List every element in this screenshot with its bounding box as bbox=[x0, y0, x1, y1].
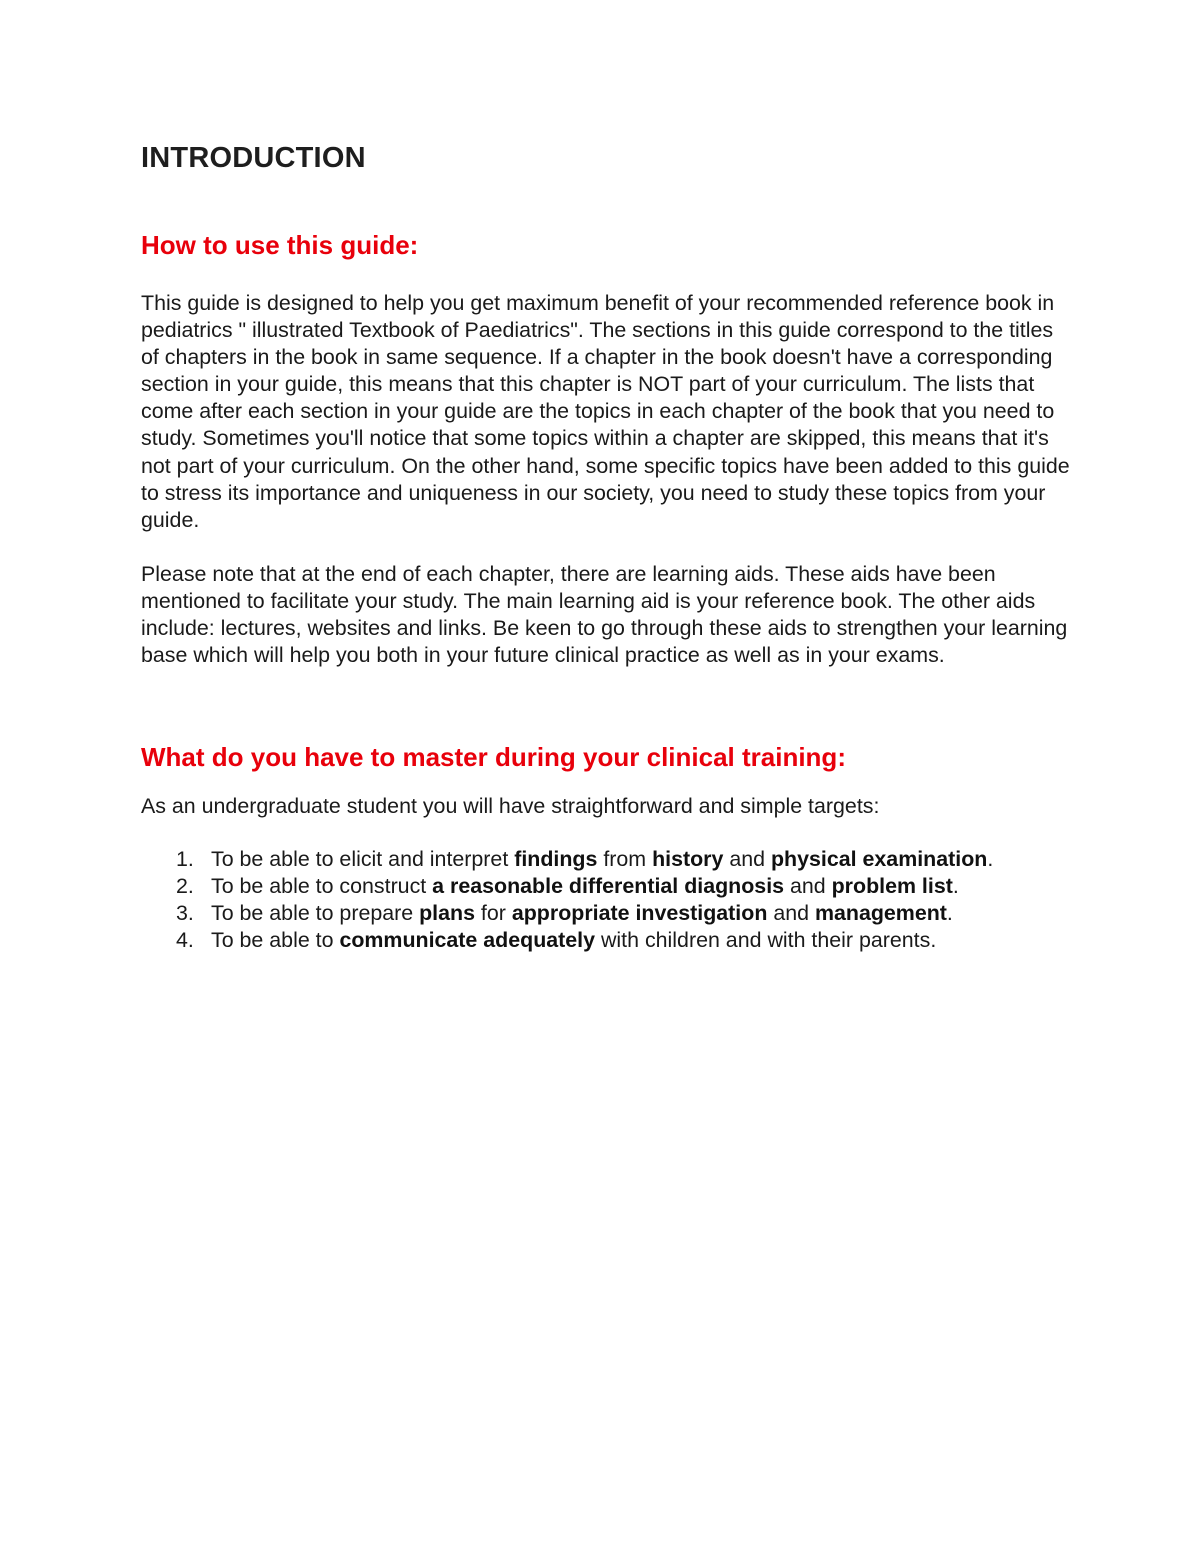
list-item-bold-text: communicate adequately bbox=[339, 928, 596, 953]
list-item-text: . bbox=[946, 901, 953, 926]
page-title: INTRODUCTION bbox=[141, 142, 366, 174]
list-item-text: . bbox=[952, 874, 959, 899]
list-item-bold-text: appropriate investigation bbox=[511, 901, 768, 926]
list-item bbox=[141, 927, 1071, 954]
list-item-number: 4. bbox=[176, 928, 194, 953]
list-item-bold-text: plans bbox=[419, 901, 475, 926]
list-item-text: To be able to construct bbox=[211, 874, 433, 899]
list-item-text: and bbox=[723, 847, 771, 871]
list-item-bold-text: problem list bbox=[831, 874, 953, 899]
list-item-bold-text: physical examination bbox=[770, 847, 988, 871]
list-item bbox=[141, 846, 1071, 873]
list-item-text: and bbox=[767, 901, 815, 926]
list-item-number: 1. bbox=[176, 847, 194, 871]
paragraph-targets-intro: As an undergraduate student you will have straightforward and simple targets: bbox=[141, 794, 880, 818]
list-item bbox=[141, 873, 1071, 900]
section-heading-how-to-use: How to use this guide: bbox=[141, 230, 419, 260]
section-heading-clinical-training: What do you have to master during your clinical training: bbox=[141, 742, 846, 772]
list-item-text: To be able to bbox=[211, 928, 340, 953]
targets-list bbox=[141, 846, 1071, 954]
list-item-text: for bbox=[474, 901, 512, 926]
paragraph-guide-description: This guide is designed to help you get maximum benefit of your recommended reference book in pediatrics " illustrated Textbook of Paediatrics". The sections in this guide correspond to the titles of chapters in the book in same sequence. If a chapter in the book doesn't have a corresponding section in your guide, this means that this chapter is NOT part of your curriculum. The lists that come after each section in your guide are the topics in each chapter of the book that you need to study. Sometimes you'll notice that some topics within a chapter are skipped, this means that it's not part of your curriculum. On the other hand, some specific topics have been added to this guide to stress its importance and uniqueness in our society, you need to study these topics from your guide. bbox=[141, 291, 1070, 532]
list-item-number: 3. bbox=[176, 901, 194, 926]
list-item-text: and bbox=[784, 874, 832, 899]
paragraph-learning-aids: Please note that at the end of each chapter, there are learning aids. These aids have been mentioned to facilitate your study. The main learning aid is your reference book. The other aids include: lectures, websites and links. Be keen to go through these aids to strengthen your learning base which will help you both in your future clinical practice as well as in your exams. bbox=[141, 562, 1068, 668]
list-item-number: 2. bbox=[176, 874, 194, 899]
list-item-bold-text: a reasonable differential diagnosis bbox=[432, 874, 785, 899]
list-item-bold-text: management bbox=[814, 901, 947, 926]
list-item-text: with children and with their parents. bbox=[595, 928, 937, 953]
list-item-text: from bbox=[597, 847, 653, 871]
list-item bbox=[141, 900, 1071, 927]
list-item-text: To be able to prepare bbox=[211, 901, 420, 926]
list-item-bold-text: history bbox=[652, 847, 724, 871]
list-item-bold-text: findings bbox=[514, 847, 598, 871]
list-item-text: To be able to elicit and interpret bbox=[211, 847, 515, 871]
list-item-text: . bbox=[987, 847, 994, 871]
